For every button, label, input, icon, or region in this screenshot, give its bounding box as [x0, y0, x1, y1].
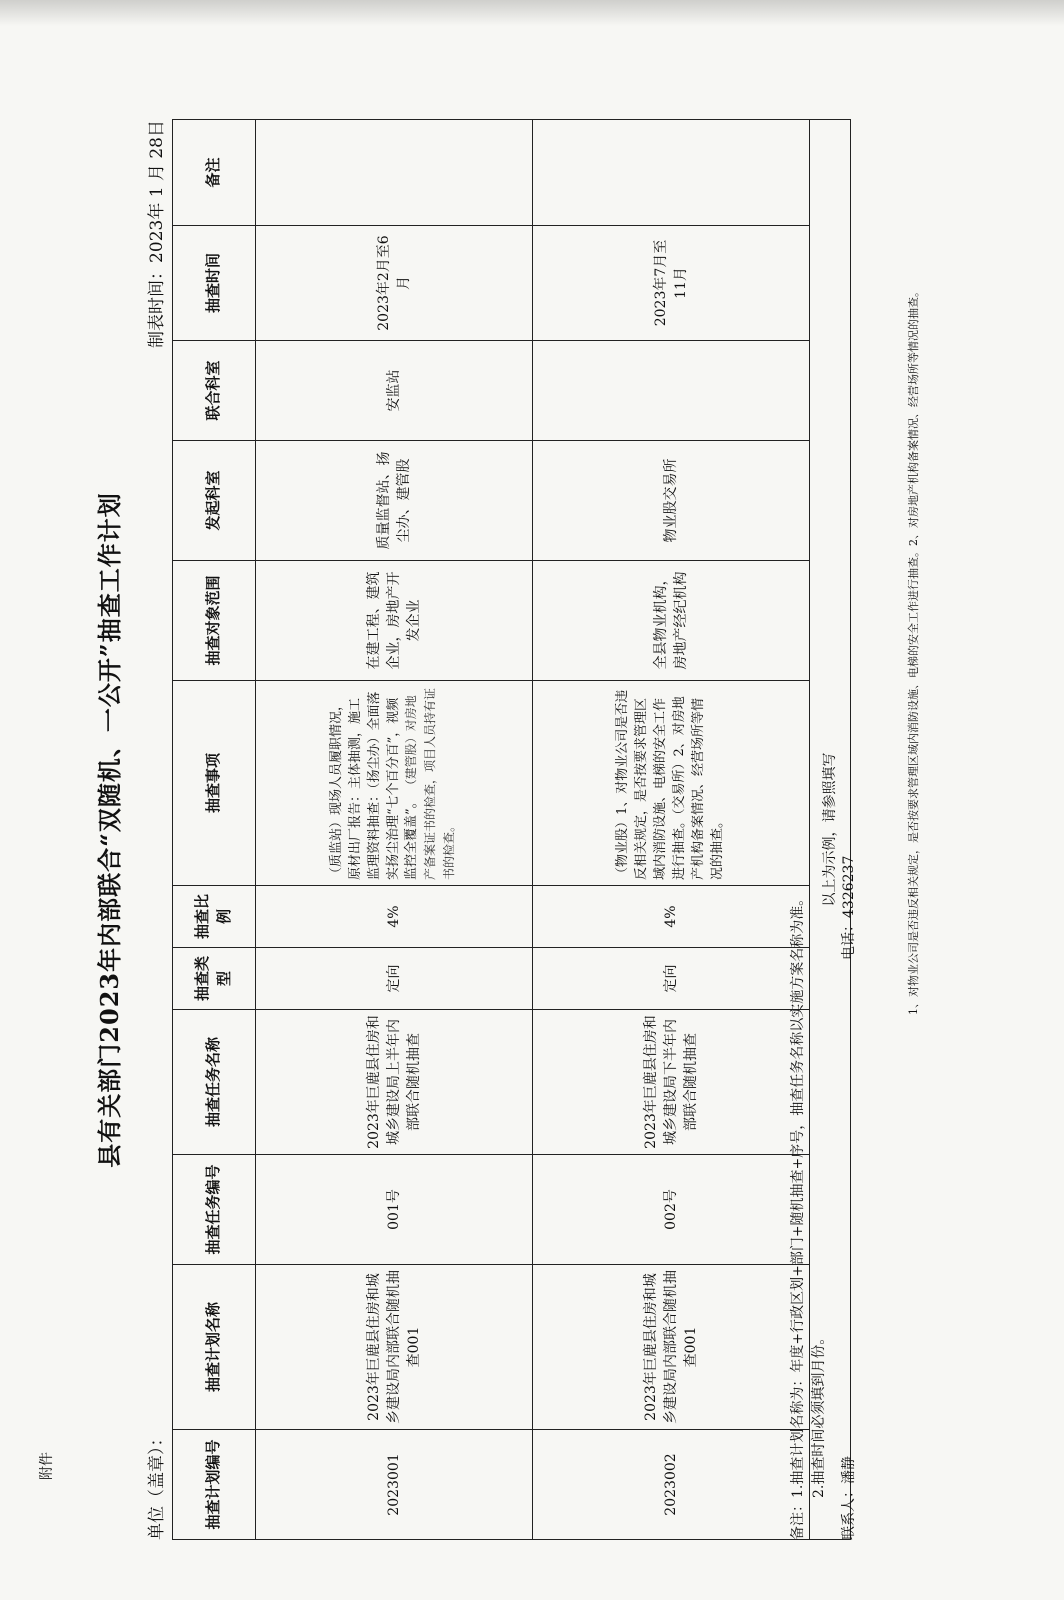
unit-label: 单位（盖章）： — [147, 1429, 167, 1540]
cell-remark — [256, 120, 533, 226]
header-scope: 抽查对象范围 — [173, 561, 256, 681]
cell-plan-no: 2023001 — [256, 1430, 533, 1540]
cell-scope: 全县物业机构，房地产经纪机构 — [533, 561, 810, 681]
header-initiator: 发起科室 — [173, 441, 256, 561]
contact-phone: 电话：4326237 — [841, 855, 857, 960]
cell-joint — [533, 341, 810, 441]
rotated-document — [90, 120, 860, 1540]
header-time: 抽查时间 — [173, 226, 256, 341]
cell-task-no: 001号 — [256, 1155, 533, 1265]
cell-task-name: 2023年巨鹿县住房和城乡建设局上半年内部联合随机抽查 — [256, 1010, 533, 1155]
table-row — [533, 120, 810, 1540]
items-extra: （建管股）对房地产备案证书的检查，项目人员持有证书的检查。 — [404, 687, 457, 880]
items-main: （质监站）现场人员履职情况，原材出厂报告：主体抽测，施工监理资料抽查：（扬尘办）全面落实扬尘治理“七个百分百”，视频监控全覆盖”。 — [329, 691, 420, 880]
items-main: （物业股）1、对物业公司是否违反相关规定，是否按要求管理区域内消防设施、电梯的安全工作进行抽查。（交易所）2、对房地产机构备案情况、经营场所等情况的抽查。 — [615, 689, 725, 880]
cell-plan-no: 2023002 — [533, 1430, 810, 1540]
table-row — [256, 120, 533, 1540]
cell-task-name: 2023年巨鹿县住房和城乡建设局下半年内部联合随机抽查 — [533, 1010, 810, 1155]
note-line-1: 备注：1.抽查计划名称为：年度+行政区划+部门+随机抽查+序号，抽查任务名称以实施方案名称为准。 — [790, 891, 806, 1540]
attachment-label: 附件 — [39, 1452, 55, 1480]
date-label: 制表时间：2023年 1 月 28日 — [147, 120, 167, 348]
header-task-no: 抽查任务编号 — [173, 1155, 256, 1265]
footnote: 1、对物业公司是否违反相关规定，是否按要求管理区域内消防设施、电梯的安全工作进行抽查。2、对房地产机构备案情况、经营场所等情况的抽查。 — [907, 286, 920, 1015]
cell-ratio: 4% — [533, 886, 810, 948]
header-plan-name: 抽查计划名称 — [173, 1265, 256, 1430]
notes — [788, 892, 830, 1540]
header-joint: 联合科室 — [173, 341, 256, 441]
note-line-2: 2.抽查时间必须填到月份。 — [811, 1330, 827, 1498]
cell-initiator: 质量监督站、扬尘办、建管股 — [256, 441, 533, 561]
cell-items — [256, 681, 533, 886]
cell-joint: 安监站 — [256, 341, 533, 441]
header-ratio: 抽查比例 — [173, 886, 256, 948]
header-type: 抽查类型 — [173, 948, 256, 1010]
document-title: 县有关部门2023年内部联合“双随机、一公开”抽查工作计划 — [95, 492, 124, 1168]
cell-type: 定向 — [533, 948, 810, 1010]
header-remark: 备注 — [173, 120, 256, 226]
cell-items — [533, 681, 810, 886]
contact-person: 联系人：潘静 — [841, 1456, 857, 1540]
plan-table — [172, 119, 851, 1540]
scan-top-shadow — [0, 0, 1064, 26]
example-note: 以上为示例，请参照填写 — [810, 120, 851, 1540]
cell-initiator: 物业股交易所 — [533, 441, 810, 561]
cell-task-no: 002号 — [533, 1155, 810, 1265]
cell-time: 2023年2月至6月 — [256, 226, 533, 341]
cell-ratio: 4% — [256, 886, 533, 948]
cell-type: 定向 — [256, 948, 533, 1010]
header-task-name: 抽查任务名称 — [173, 1010, 256, 1155]
cell-scope: 在建工程、建筑企业，房地产开发企业 — [256, 561, 533, 681]
cell-time: 2023年7月至11月 — [533, 226, 810, 341]
cell-remark — [533, 120, 810, 226]
header-plan-no: 抽查计划编号 — [173, 1430, 256, 1540]
cell-plan-name: 2023年巨鹿县住房和城乡建设局内部联合随机抽查001 — [533, 1265, 810, 1430]
table-header — [173, 120, 256, 1540]
cell-plan-name: 2023年巨鹿县住房和城乡建设局内部联合随机抽查001 — [256, 1265, 533, 1430]
header-items: 抽查事项 — [173, 681, 256, 886]
